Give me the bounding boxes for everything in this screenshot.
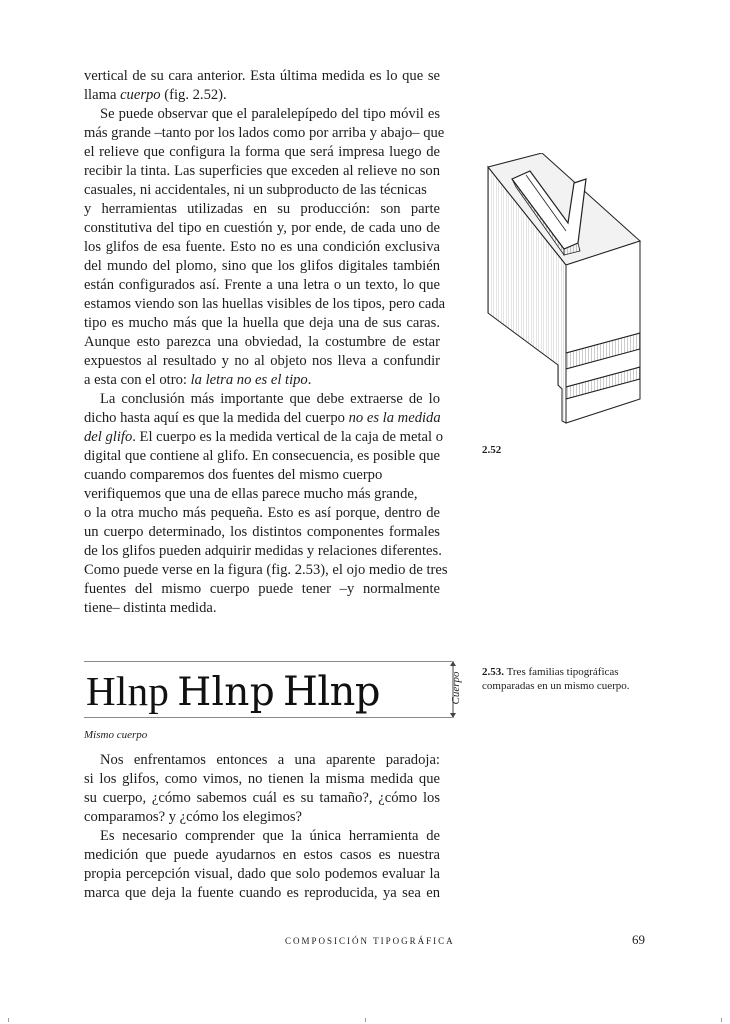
specimen-word: Hlnp	[86, 668, 170, 714]
body-line: marca que deja la fuente cuando es reproducida, ya sea en	[84, 885, 440, 901]
body-line: vertical de su cara anterior. Esta última medida es lo que se	[84, 68, 440, 84]
crop-mark	[8, 1018, 9, 1022]
body-line: y herramientas utilizadas en su producción: son parte	[84, 201, 440, 217]
figure-caption: 2.53. Tres familias tipográficas	[482, 666, 619, 678]
body-line: constitutiva del tipo en cuestión y, por ende, de cada uno de	[84, 220, 440, 236]
specimen-figure	[84, 661, 442, 718]
body-line: Aunque esto parezca una obviedad, la costumbre de estar	[84, 334, 440, 350]
body-line: recibir la tinta. Las superficies que exceden al relieve no son	[84, 163, 440, 179]
specimen-text	[86, 669, 388, 715]
specimen-word: Hlnp	[282, 669, 381, 715]
body-line: comparamos? y ¿cómo los elegimos?	[84, 809, 303, 825]
body-line: están configurados así. Frente a una letra o un texto, lo que	[84, 277, 440, 293]
crop-mark	[721, 1018, 722, 1022]
body-line: si los glifos, como vimos, no tienen la misma medida que	[84, 771, 440, 787]
body-line: propia percepción visual, dado que solo podemos evaluar la	[84, 866, 440, 882]
specimen-word: Hlnp	[177, 670, 275, 715]
body-line: expuestos al resultado y no al objeto nos lleva a confundir	[84, 353, 440, 369]
running-title: COMPOSICIÓN TIPOGRÁFICA	[285, 936, 455, 946]
body-line: tiene– distinta medida.	[84, 600, 217, 616]
figure-number: 2.52	[482, 444, 502, 456]
specimen-rule-top	[84, 661, 452, 662]
crop-mark	[365, 1018, 366, 1022]
body-line: del glifo. El cuerpo es la medida vertical de la caja de metal o	[84, 429, 444, 445]
body-line: Como puede verse en la figura (fig. 2.53), el ojo medio de tres	[84, 562, 448, 578]
body-line: su cuerpo, ¿cómo sabemos cuál es su tamaño?, ¿cómo los	[84, 790, 440, 806]
body-line: el relieve que configura la forma que será impresa luego de	[84, 144, 440, 160]
body-line: de los glifos pueden adquirir medidas y relaciones diferentes.	[84, 543, 442, 559]
body-line: o la otra mucho más pequeña. Esto es así porque, dentro de	[84, 505, 440, 521]
body-line: los glifos de esa fuente. Esto no es una condición exclusiva	[84, 239, 440, 255]
body-line: a esta con el otro: la letra no es el tipo.	[84, 372, 312, 388]
body-line: cuando comparemos dos fuentes del mismo cuerpo	[84, 467, 383, 483]
body-line: un cuerpo determinado, los distintos componentes formales	[84, 524, 440, 540]
body-line: llama cuerpo (fig. 2.52).	[84, 87, 227, 103]
body-line: casuales, ni accidentales, ni un subproducto de las técnicas	[84, 182, 427, 198]
body-line: dicho hasta aquí es que la medida del cuerpo no es la medida	[84, 410, 441, 426]
body-line: del mundo del plomo, sino que los glifos digitales también	[84, 258, 440, 274]
body-line: Se puede observar que el paralelepípedo del tipo móvil es	[100, 106, 440, 122]
body-line: fuentes del mismo cuerpo puede tener –y normalmente	[84, 581, 440, 597]
body-line: tipo es mucho más que la huella que deja una de sus caras.	[84, 315, 440, 331]
body-line: más grande –tanto por los lados como por arriba y abajo– que	[84, 125, 445, 141]
specimen-label: Mismo cuerpo	[84, 729, 148, 741]
page-number: 69	[632, 932, 645, 947]
body-line: medición que puede ayudarnos en estos casos es nuestra	[84, 847, 440, 863]
body-line: Nos enfrentamos entonces a una aparente paradoja:	[100, 752, 440, 768]
body-line: Es necesario comprender que la única herramienta de	[100, 828, 440, 844]
body-line: estamos viendo son las huellas visibles de los tipos, pero cada	[84, 296, 446, 312]
specimen-rule-bottom	[84, 717, 452, 718]
body-line: digital que contiene al glifo. En consecuencia, es posible que	[84, 448, 440, 464]
body-line: La conclusión más importante que debe extraerse de lo	[100, 391, 440, 407]
body-line: verifiquemos que una de ellas parece mucho más grande,	[84, 486, 418, 502]
movable-type-illustration	[486, 153, 666, 425]
measure-label: Cuerpo	[450, 671, 462, 705]
figure-caption-line: comparadas en un mismo cuerpo.	[482, 680, 630, 692]
